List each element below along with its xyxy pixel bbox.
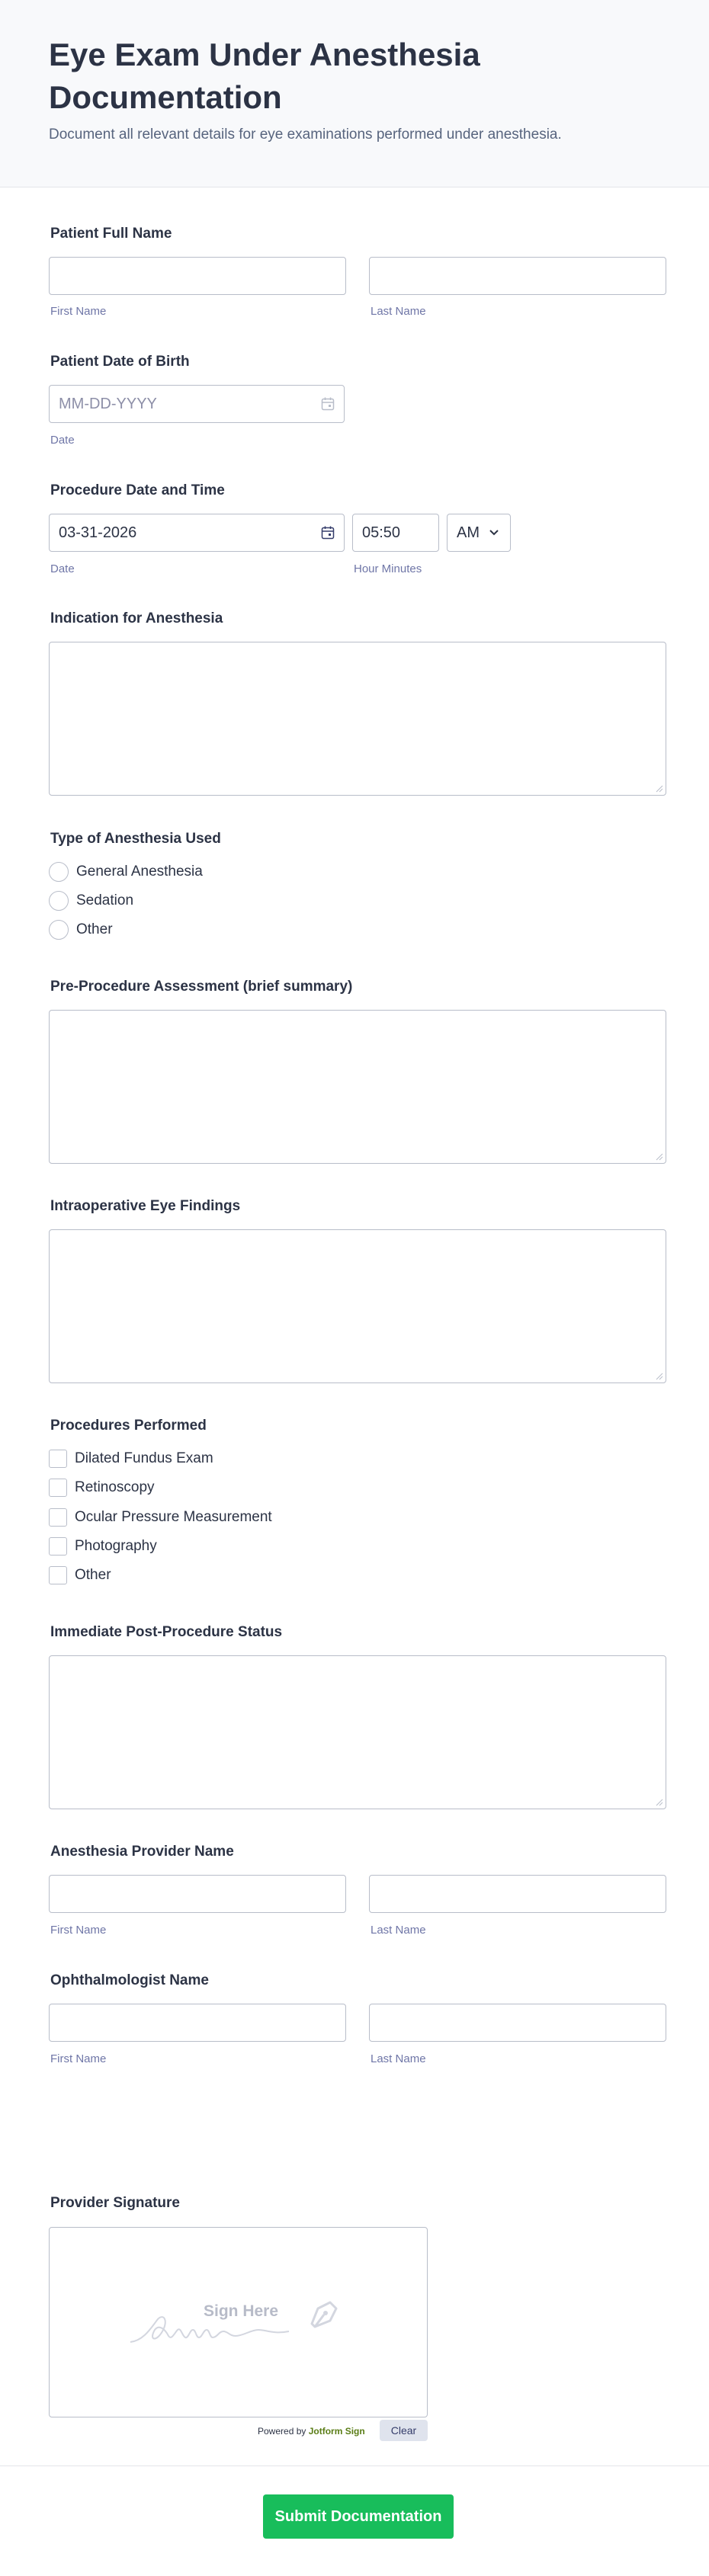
patient-first-name-sublabel: First Name — [50, 305, 107, 318]
resize-grip-icon[interactable] — [656, 785, 663, 793]
procedure-date-value: 03-31-2026 — [59, 524, 137, 541]
radio-button[interactable] — [49, 891, 69, 911]
procedures-label: Procedures Performed — [50, 1418, 207, 1434]
sign-here-text: Sign Here — [204, 2302, 279, 2320]
signature-label: Provider Signature — [50, 2195, 180, 2211]
footer-divider — [0, 2465, 709, 2466]
checkbox-label: Other — [75, 1567, 111, 1583]
powered-by — [258, 2426, 365, 2437]
checkbox-label: Photography — [75, 1538, 157, 1554]
patient-dob-input[interactable] — [49, 385, 345, 423]
patient-last-name-sublabel: Last Name — [371, 305, 426, 318]
radio-sedation[interactable] — [49, 890, 133, 912]
calendar-icon[interactable] — [321, 397, 335, 411]
intraop-findings-label: Intraoperative Eye Findings — [50, 1198, 241, 1214]
checkbox-label: Ocular Pressure Measurement — [75, 1509, 272, 1525]
checkbox[interactable] — [49, 1537, 67, 1556]
radio-general-anesthesia[interactable] — [49, 861, 203, 883]
ophthalmologist-last-sublabel: Last Name — [371, 2052, 426, 2065]
anesthesia-provider-first-sublabel: First Name — [50, 1924, 107, 1937]
pre-assessment-textarea[interactable] — [49, 1010, 666, 1164]
ampm-value: AM — [457, 524, 480, 541]
checkbox-ocular-pressure[interactable] — [49, 1507, 272, 1528]
form-header — [0, 0, 709, 187]
resize-grip-icon[interactable] — [656, 1153, 663, 1161]
post-status-textarea[interactable] — [49, 1655, 666, 1809]
patient-dob-label: Patient Date of Birth — [50, 354, 190, 370]
checkbox-retinoscopy[interactable] — [49, 1477, 155, 1498]
checkbox[interactable] — [49, 1566, 67, 1584]
signature-pad[interactable] — [49, 2227, 428, 2417]
radio-label: Sedation — [76, 892, 134, 908]
pre-assessment-label: Pre-Procedure Assessment (brief summary) — [50, 979, 353, 995]
pen-icon — [307, 2298, 341, 2330]
checkbox-label: Dilated Fundus Exam — [75, 1450, 213, 1466]
resize-grip-icon[interactable] — [656, 1373, 663, 1380]
patient-first-name-input[interactable] — [49, 257, 346, 295]
procedure-time-value: 05:50 — [362, 524, 401, 541]
post-status-label: Immediate Post-Procedure Status — [50, 1624, 283, 1640]
chevron-down-icon — [489, 529, 499, 537]
anesthesia-provider-first-name-input[interactable] — [49, 1875, 346, 1913]
ophthalmologist-label: Ophthalmologist Name — [50, 1972, 209, 1988]
powered-by-brand: Jotform Sign — [308, 2426, 365, 2437]
radio-label: General Anesthesia — [76, 863, 203, 879]
radio-label: Other — [76, 921, 113, 937]
anesthesia-provider-last-sublabel: Last Name — [371, 1924, 426, 1937]
patient-name-label: Patient Full Name — [50, 226, 172, 242]
ampm-select[interactable] — [447, 514, 511, 552]
ophthalmologist-first-name-input[interactable] — [49, 2004, 346, 2042]
checkbox-dilated-fundus-exam[interactable] — [49, 1448, 213, 1469]
checkbox-label: Retinoscopy — [75, 1479, 155, 1495]
radio-button[interactable] — [49, 920, 69, 940]
procedure-datetime-label: Procedure Date and Time — [50, 482, 225, 498]
radio-button[interactable] — [49, 862, 69, 882]
ophthalmologist-first-sublabel: First Name — [50, 2052, 107, 2065]
form-title: Eye Exam Under Anesthesia Documentation — [49, 37, 480, 115]
clear-signature-button[interactable]: Clear — [380, 2420, 428, 2441]
anesthesia-provider-last-name-input[interactable] — [369, 1875, 666, 1913]
resize-grip-icon[interactable] — [656, 1799, 663, 1806]
indication-label: Indication for Anesthesia — [50, 610, 223, 626]
intraop-findings-textarea[interactable] — [49, 1229, 666, 1383]
indication-textarea[interactable] — [49, 642, 666, 796]
checkbox[interactable] — [49, 1508, 67, 1527]
procedure-date-input[interactable] — [49, 514, 345, 552]
anesthesia-type-label: Type of Anesthesia Used — [50, 831, 221, 847]
submit-button[interactable]: Submit Documentation — [263, 2494, 454, 2539]
checkbox-other[interactable] — [49, 1565, 111, 1586]
procedure-time-sublabel: Hour Minutes — [354, 562, 422, 575]
calendar-icon[interactable] — [321, 526, 335, 540]
checkbox-photography[interactable] — [49, 1536, 157, 1557]
powered-by-prefix: Powered by — [258, 2426, 306, 2437]
form-subtitle: Document all relevant details for eye examinations performed under anesthesia. — [49, 127, 562, 143]
radio-other[interactable] — [49, 919, 113, 940]
checkbox[interactable] — [49, 1450, 67, 1468]
checkbox[interactable] — [49, 1479, 67, 1497]
patient-last-name-input[interactable] — [369, 257, 666, 295]
procedure-date-sublabel: Date — [50, 562, 75, 575]
patient-dob-sublabel: Date — [50, 434, 75, 447]
ophthalmologist-last-name-input[interactable] — [369, 2004, 666, 2042]
anesthesia-provider-label: Anesthesia Provider Name — [50, 1844, 234, 1860]
patient-dob-placeholder: MM-DD-YYYY — [59, 395, 157, 412]
procedure-time-input[interactable] — [352, 514, 439, 552]
